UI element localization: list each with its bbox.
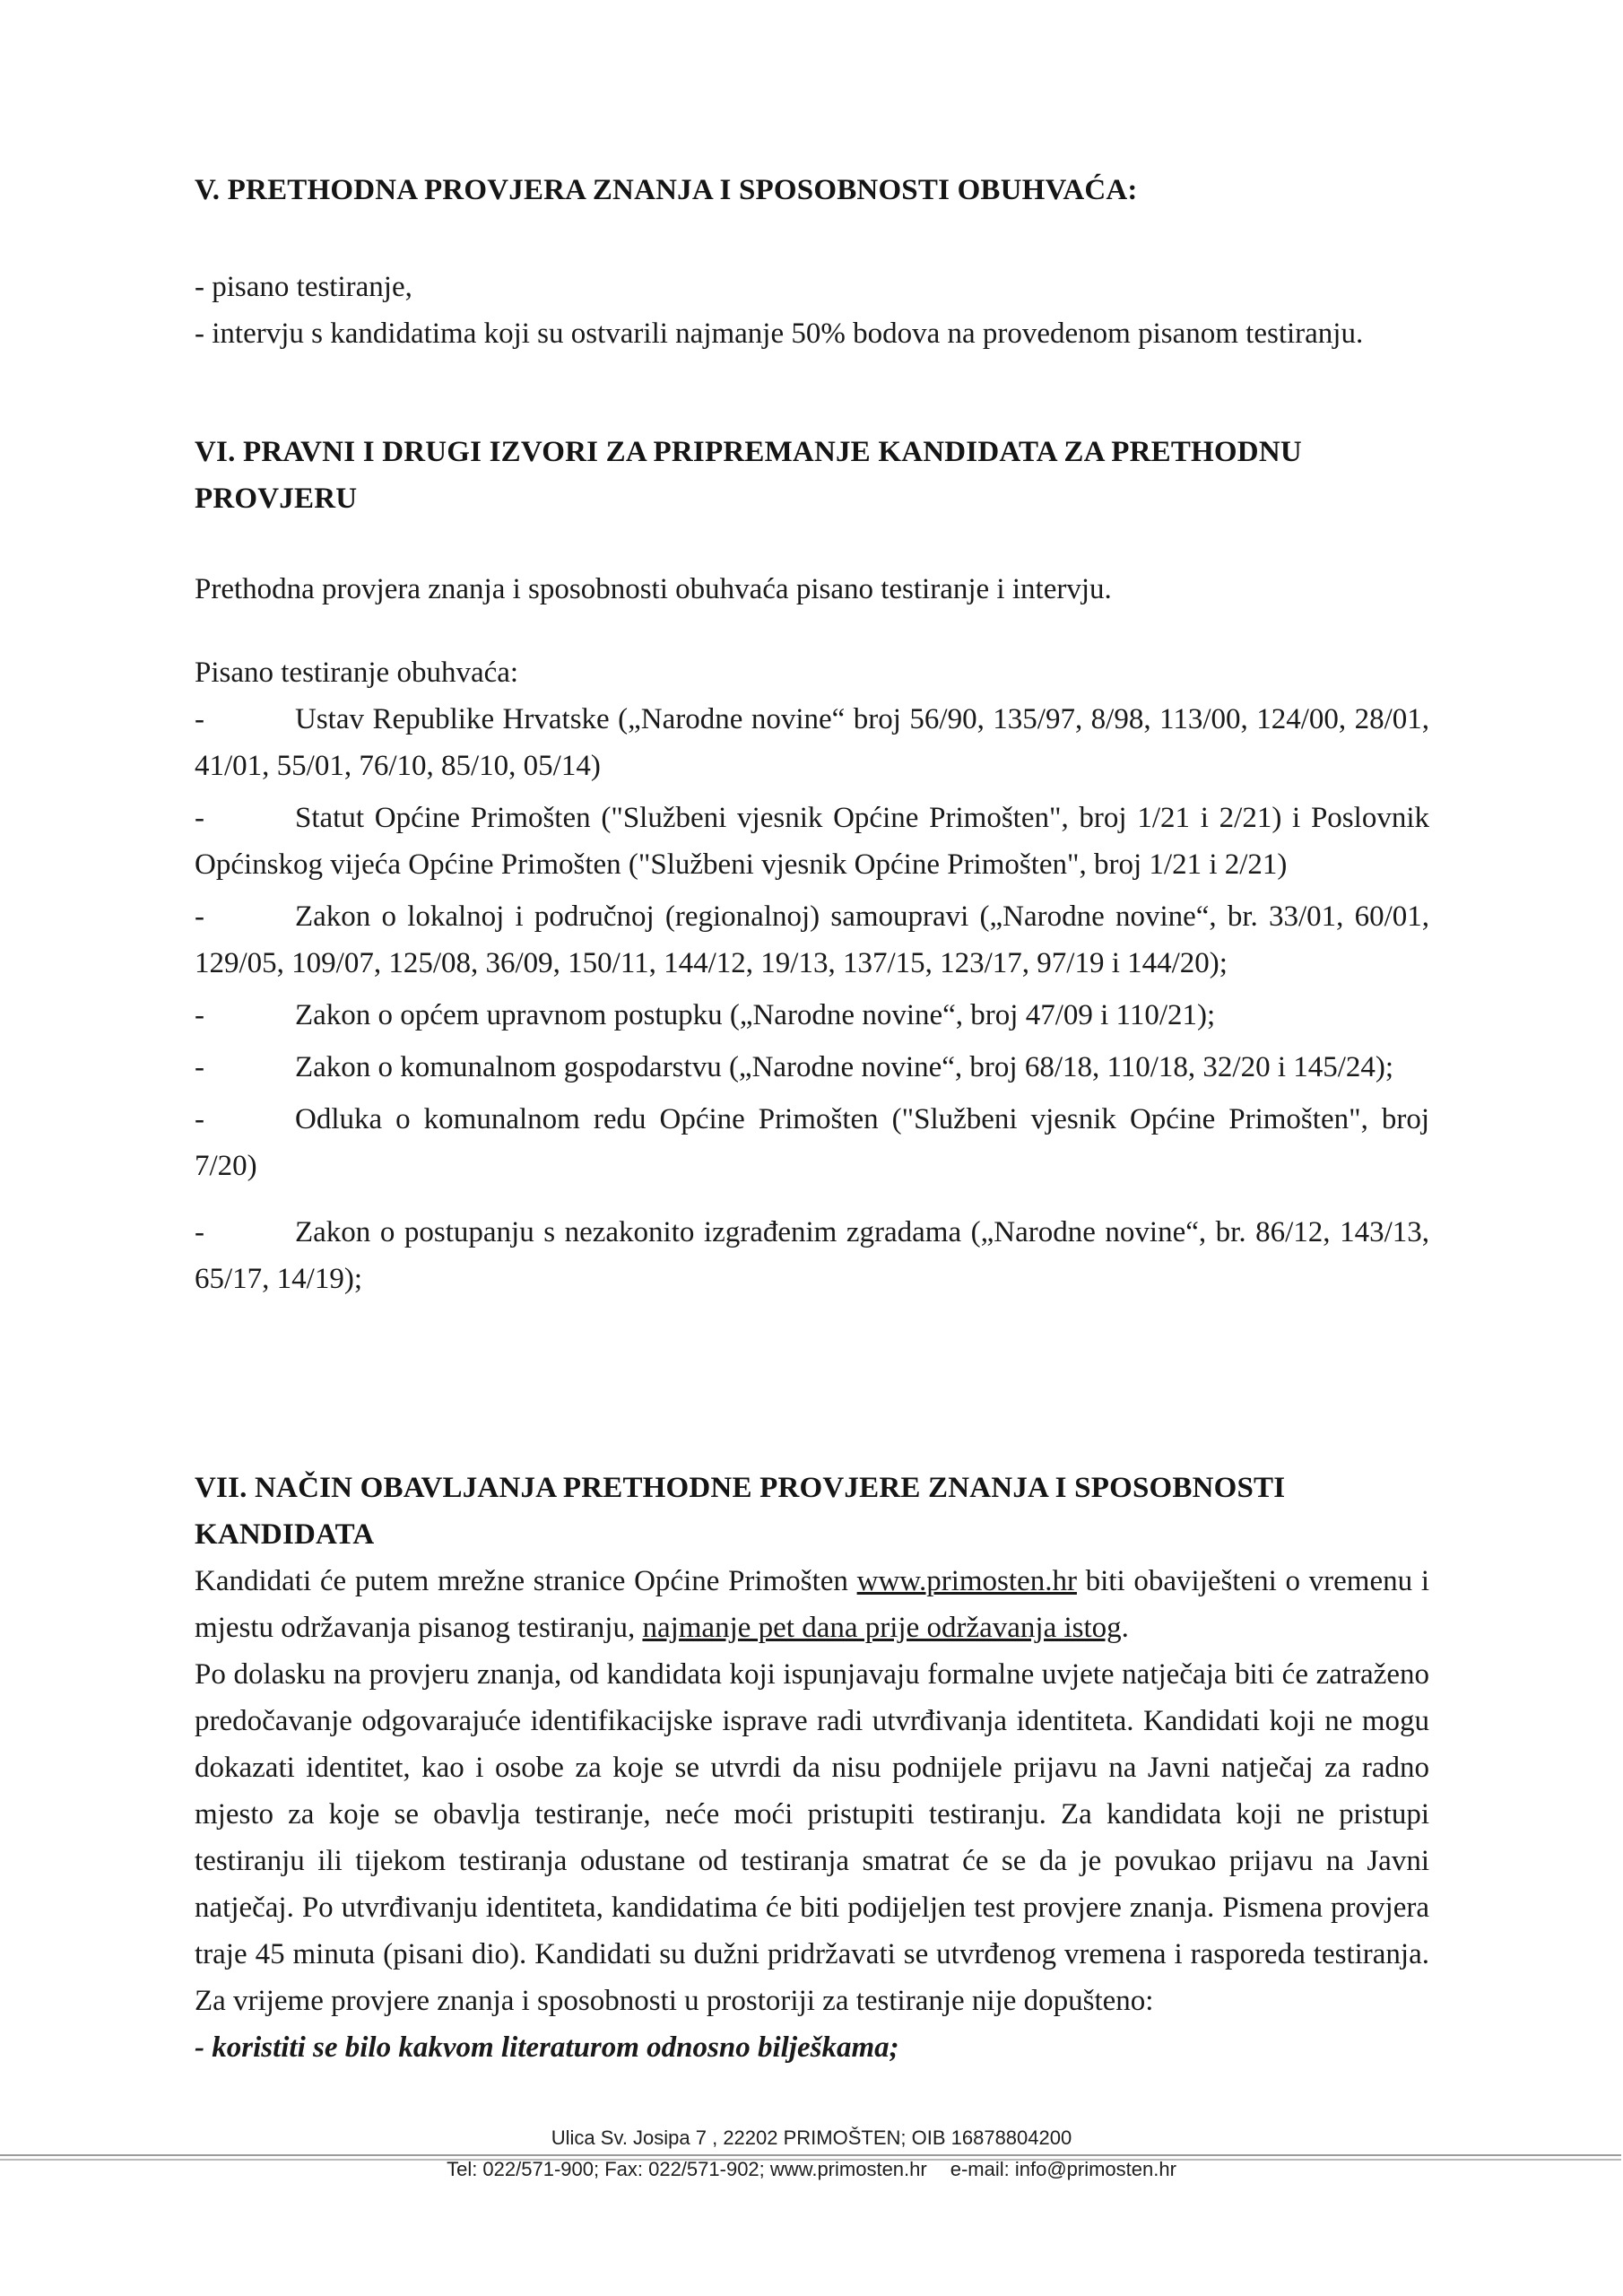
list-item: - pisano testiranje, [195, 271, 412, 303]
section-7-heading: VII. NAČIN OBAVLJANJA PRETHODNE PROVJERE ZNANJA I SPOSOBNOSTI KANDIDATA [195, 1472, 1286, 1551]
law-item [195, 992, 1429, 1039]
law-text: Odluka o komunalnom redu Općine Primošten ("Službeni vjesnik Općine Primošten", broj 7/20) [195, 1103, 1429, 1182]
text-span: Kandidati će putem mrežne stranice Općine Primošten [195, 1565, 857, 1597]
law-item [195, 1209, 1429, 1302]
footer-address: Ulica Sv. Josipa 7 , 22202 PRIMOŠTEN; OIB 16878804200 [551, 2126, 1072, 2149]
rule-item: - koristiti se bilo kakvom literaturom odnosno bilješkama; [195, 2031, 899, 2064]
section-5-list [195, 264, 1429, 357]
page-footer [0, 2126, 1623, 2180]
written-test-sources [195, 649, 1429, 1302]
dash-bullet: - [195, 999, 204, 1031]
law-text: Zakon o lokalnoj i područnoj (regionalnoj) samoupravi („Narodne novine“, br. 33/01, 60/01, 129/05, 109/07, 125/08, 36/09, 150/11, 144/12, 19/13, 137/15, 123/17, 97/19 i 144/20); [195, 900, 1429, 979]
text-span: biti obaviješteni o vremenu i mjestu održavanja pisanog testiranju, [195, 1565, 1429, 1644]
underlined-deadline: najmanje pet dana prije održavanja istog [642, 1612, 1122, 1644]
dash-bullet: - [195, 703, 204, 735]
law-text: Ustav Republike Hrvatske („Narodne novine“ broj 56/90, 135/97, 8/98, 113/00, 124/00, 28/01, 41/01, 55/01, 76/10, 85/10, 05/14) [195, 703, 1429, 782]
dash-bullet: - [195, 1103, 204, 1135]
law-text: Zakon o općem upravnom postupku („Narodne novine“, broj 47/09 i 110/21); [295, 999, 1216, 1031]
footer-contact [0, 2159, 1623, 2180]
law-text: Statut Općine Primošten ("Službeni vjesnik Općine Primošten", broj 1/21 i 2/21) i Poslovnik Općinskog vijeća Općine Primošten ("Službeni vjesnik Općine Primošten", broj 1/21 i 2/21) [195, 802, 1429, 881]
section-5-heading: V. PRETHODNA PROVJERA ZNANJA I SPOSOBNOSTI OBUHVAĆA: [195, 174, 1138, 206]
written-test-label: Pisano testiranje obuhvaća: [195, 657, 519, 689]
list-item: - intervju s kandidatima koji su ostvarili najmanje 50% bodova na provedenom pisanom testiranju. [195, 317, 1364, 350]
law-text: Zakon o komunalnom gospodarstvu („Narodne novine“, broj 68/18, 110/18, 32/20 i 145/24); [295, 1051, 1394, 1083]
footer-tel-fax-web: Tel: 022/571-900; Fax: 022/571-902; www.primosten.hr [447, 2158, 927, 2180]
footer-email: e-mail: info@primosten.hr [950, 2158, 1176, 2180]
text-span: . [1121, 1612, 1129, 1644]
law-item [195, 696, 1429, 789]
dash-bullet: - [195, 900, 204, 933]
dash-bullet: - [195, 802, 204, 834]
law-text: Zakon o postupanju s nezakonito izgrađenim zgradama („Narodne novine“, br. 86/12, 143/13, 65/17, 14/19); [195, 1216, 1429, 1295]
website-link[interactable]: www.primosten.hr [856, 1565, 1077, 1597]
section-7-paragraph-1 [195, 1558, 1429, 1651]
dash-bullet: - [195, 1216, 204, 1248]
law-item [195, 1096, 1429, 1189]
section-7 [195, 1465, 1429, 2071]
law-item [195, 1044, 1429, 1091]
section-7-paragraph-2: Po dolasku na provjeru znanja, od kandidata koji ispunjavaju formalne uvjete natječaja biti će zatraženo predočavanje odgovarajuće identifikacijske isprave radi utvrđivanja identiteta. Kandidati koji ne mogu dokazati identitet, kao i osobe za koje se utvrdi da nisu podnijele prijavu na Javni natječaj za radno mjesto za koje se obavlja testiranje, neće moći pristupiti testiranju. Za kandidata koji ne pristupi testiranju ili tijekom testiranja odustane od testiranja smatrat će se da je povukao prijavu na Javni natječaj. Po utvrđivanju identiteta, kandidatima će biti podijeljen test provjere znanja. Pismena provjera traje 45 minuta (pisani dio). Kandidati su dužni pridržavati se utvrđenog vremena i rasporeda testiranja. Za vrijeme provjere znanja i sposobnosti u prostoriji za testiranje nije dopušteno: [195, 1658, 1429, 2017]
law-item [195, 795, 1429, 888]
dash-bullet: - [195, 1051, 204, 1083]
law-item [195, 893, 1429, 987]
section-6-heading: VI. PRAVNI I DRUGI IZVORI ZA PRIPREMANJE KANDIDATA ZA PRETHODNU PROVJERU [195, 436, 1302, 515]
section-6-intro: Prethodna provjera znanja i sposobnosti obuhvaća pisano testiranje i intervju. [195, 573, 1112, 605]
